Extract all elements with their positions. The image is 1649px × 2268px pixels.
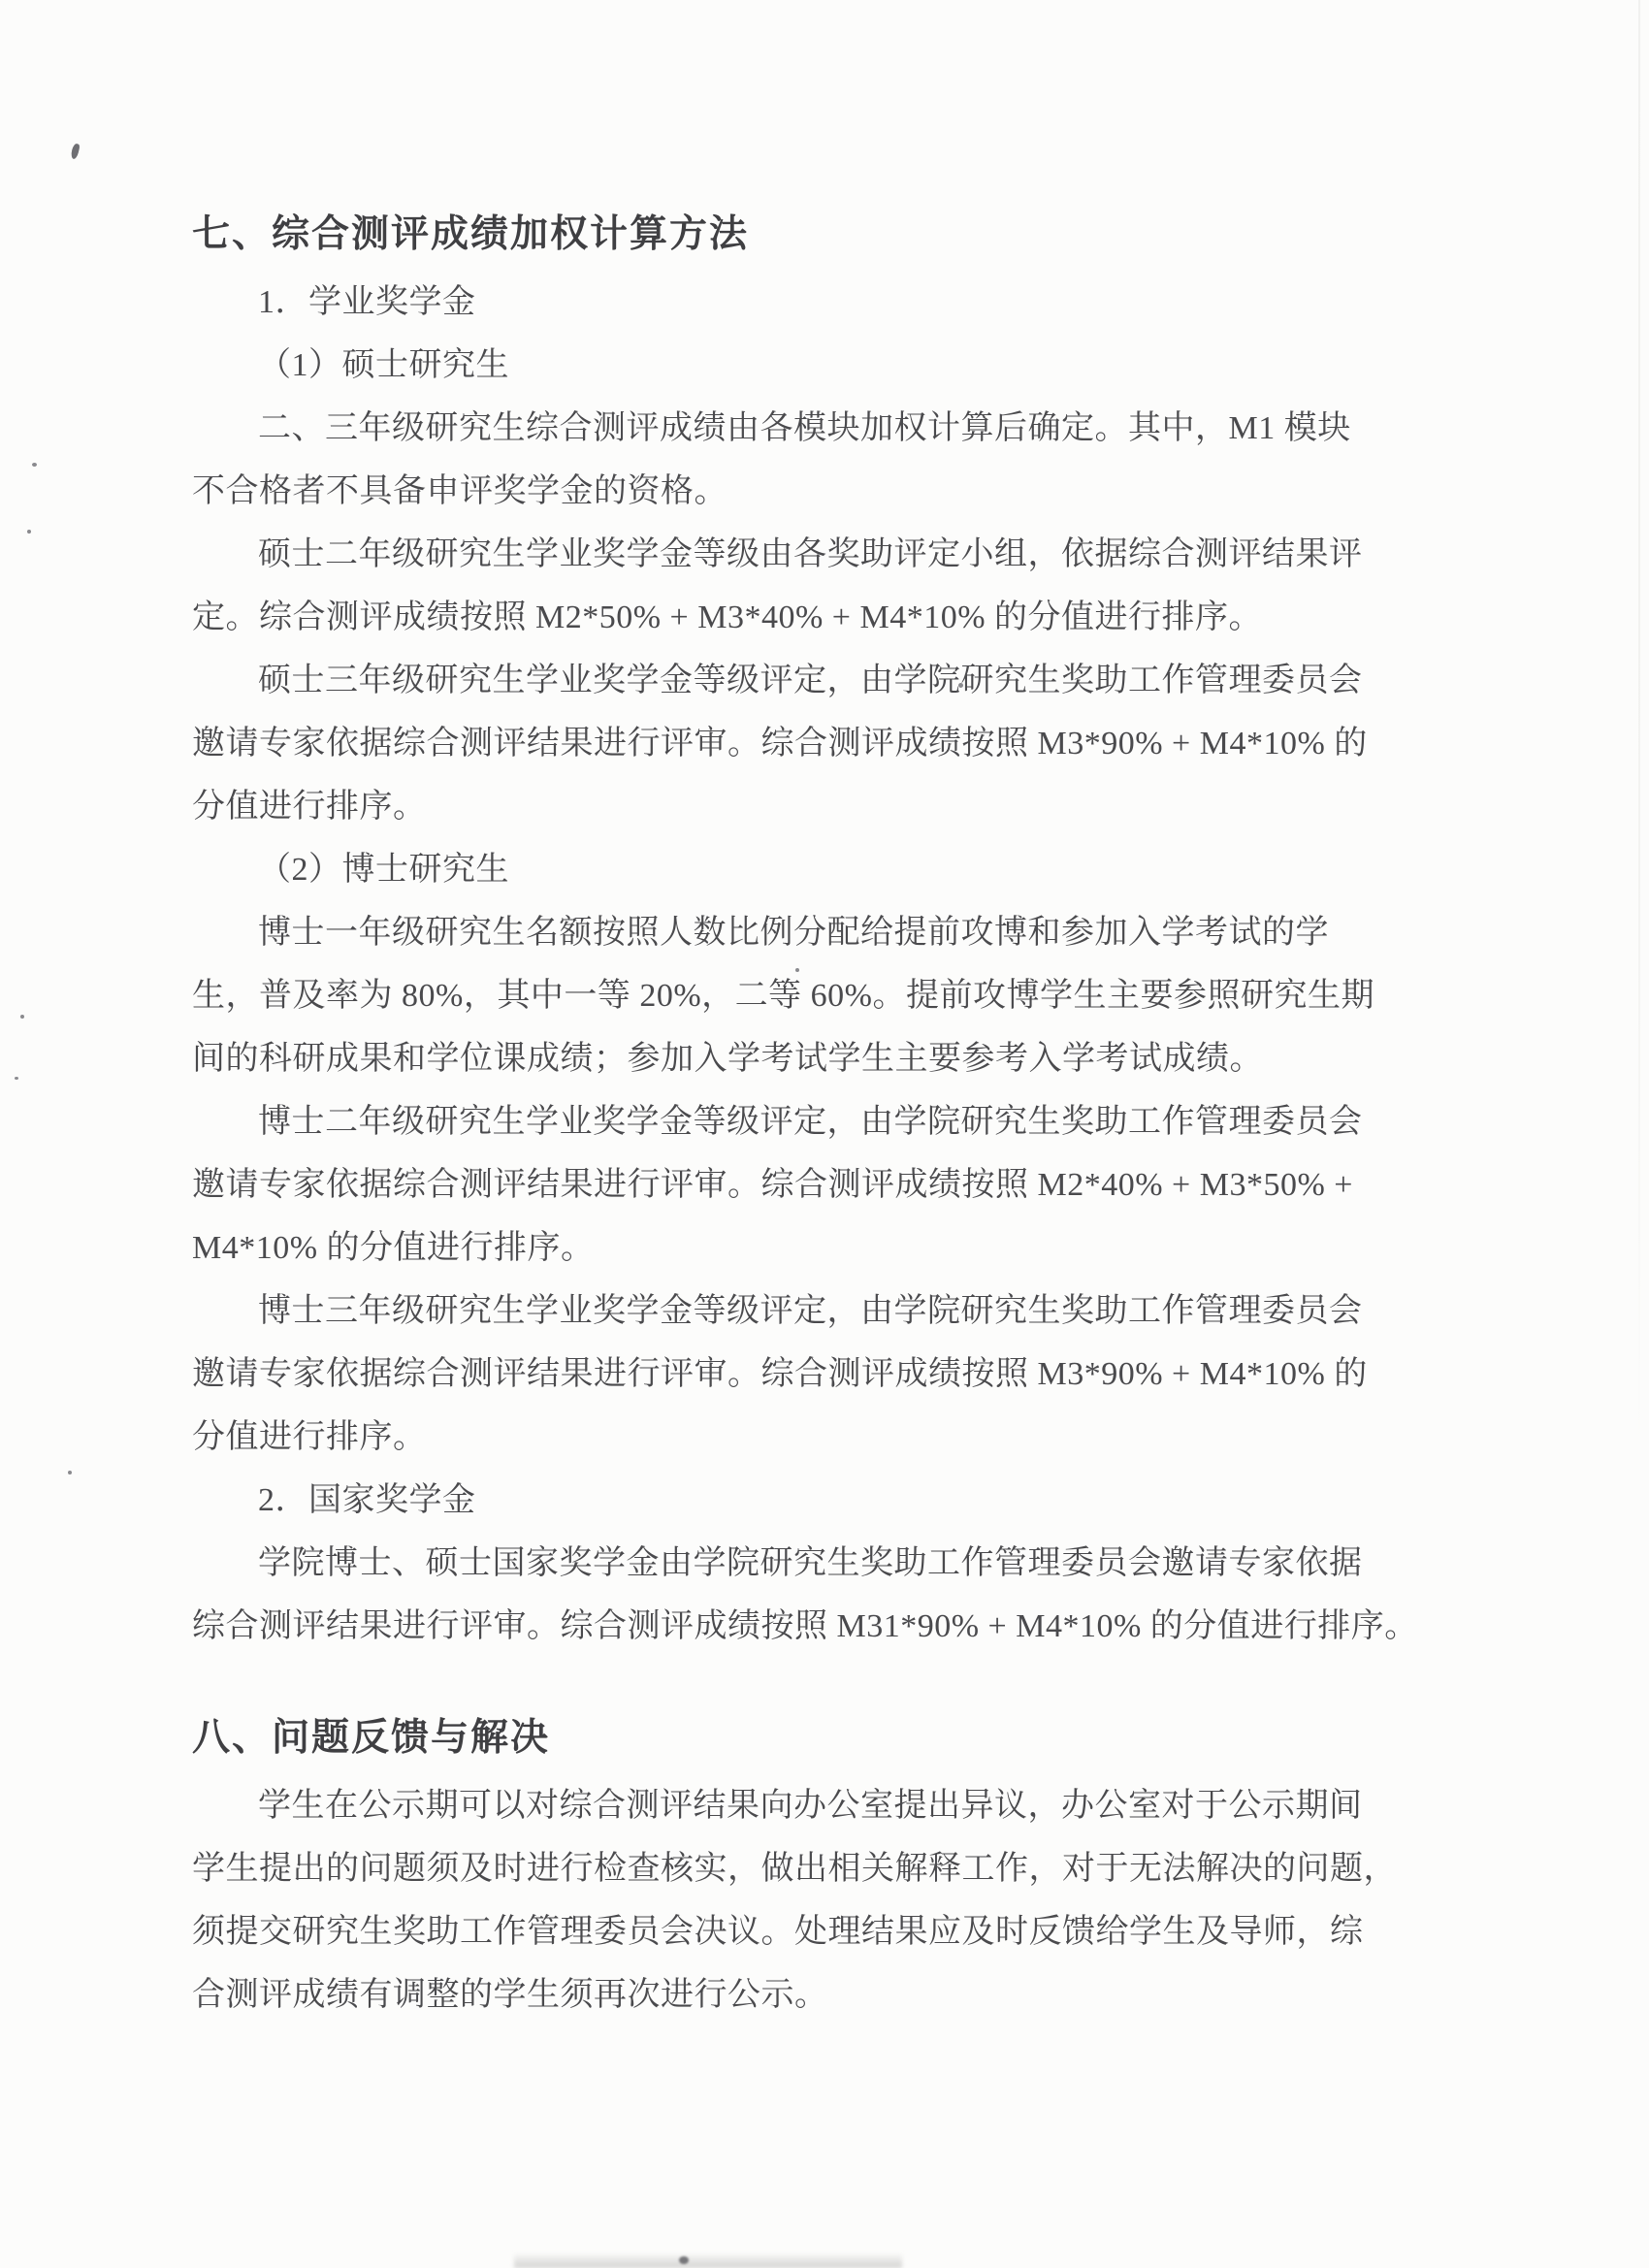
text-line: 二、三年级研究生综合测评成绩由各模块加权计算后确定。其中，M1 模块 [258,410,1351,446]
scan-speck [68,1471,72,1474]
scan-speck [27,530,31,534]
scan-smudge [514,2252,902,2268]
text-line: 学院博士、硕士国家奖学金由学院研究生奖助工作管理委员会邀请专家依据 [258,1545,1363,1581]
text-line: 不合格者不具备申评奖学金的资格。 [192,473,728,509]
text-line: 邀请专家依据综合测评结果进行评审。综合测评成绩按照 M3*90% + M4*10% 的 [192,726,1368,761]
text-line: 定。综合测评成绩按照 M2*50% + M3*40% + M4*10% 的分值进行排序。 [192,599,1263,635]
text-line: 博士三年级研究生学业奖学金等级评定，由学院研究生奖助工作管理委员会 [258,1293,1363,1329]
text-line: 博士二年级研究生学业奖学金等级评定，由学院研究生奖助工作管理委员会 [258,1104,1363,1140]
section-heading: 七、综合测评成绩加权计算方法 [192,213,750,255]
text-line: 综合测评结果进行评审。综合测评成绩按照 M31*90% + M4*10% 的分值进行排序。 [192,1608,1418,1644]
text-line: M4*10% 的分值进行排序。 [192,1230,595,1266]
scan-speck [679,2256,689,2264]
text-line: 邀请专家依据综合测评结果进行评审。综合测评成绩按照 M2*40% + M3*50% + [192,1167,1353,1203]
scan-speck [70,143,81,159]
text-line: 生，普及率为 80%，其中一等 20%，二等 60%。提前攻博学生主要参照研究生期 [192,978,1374,1014]
text-line: 邀请专家依据综合测评结果进行评审。综合测评成绩按照 M3*90% + M4*10% 的 [192,1356,1368,1392]
text-line: 1．学业奖学金 [258,284,476,320]
scan-edge-line [1638,0,1640,1455]
text-line: 分值进行排序。 [192,1419,427,1455]
document-body [192,199,1418,2026]
text-line: 合测评成绩有调整的学生须再次进行公示。 [192,1977,828,2013]
text-line: 硕士三年级研究生学业奖学金等级评定，由学院研究生奖助工作管理委员会 [258,663,1363,698]
text-line: 须提交研究生奖助工作管理委员会决议。处理结果应及时反馈给学生及导师，综 [192,1914,1364,1950]
section-heading: 八、问题反馈与解决 [192,1717,551,1759]
text-line: 学生提出的问题须及时进行检查核实，做出相关解释工作，对于无法解决的问题， [192,1851,1397,1887]
text-line: 博士一年级研究生名额按照人数比例分配给提前攻博和参加入学考试的学 [258,915,1329,951]
text-line: 分值进行排序。 [192,789,427,825]
text-line: 硕士二年级研究生学业奖学金等级由各奖助评定小组，依据综合测评结果评 [258,536,1363,572]
scan-speck [20,1015,24,1019]
text-line: 2．国家奖学金 [258,1482,476,1518]
text-line: （2）博士研究生 [258,852,509,888]
text-line: 学生在公示期可以对综合测评结果向办公室提出异议，办公室对于公示期间 [258,1788,1363,1824]
text-line: 间的科研成果和学位课成绩；参加入学考试学生主要参考入学考试成绩。 [192,1041,1263,1077]
scan-speck [15,1077,18,1080]
scan-speck [32,463,37,467]
text-line: （1）硕士研究生 [258,347,509,383]
